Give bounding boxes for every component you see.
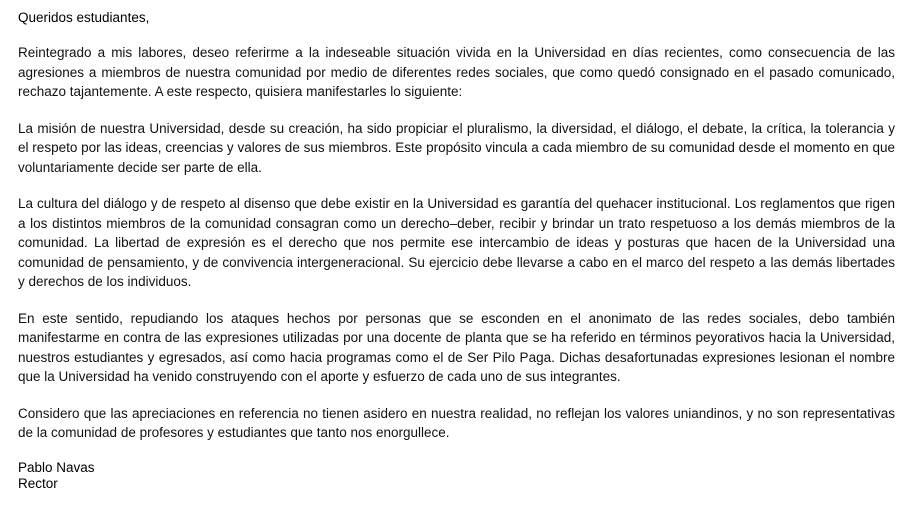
paragraph-1: Reintegrado a mis labores, deseo referirme a la indeseable situación vivida en la Universidad en días recientes, como consecuencia de las agresiones a miembros de nuestra comunidad por medio de diferentes redes sociales, que como quedó consignado en el pasado comunicado, rechazo tajantemente. A este respecto, quisiera manifestarles lo siguiente: <box>18 45 895 99</box>
paragraph-2: La misión de nuestra Universidad, desde su creación, ha sido propiciar el pluralismo, la diversidad, el diálogo, el debate, la crítica, la tolerancia y el respeto por las ideas, creencias y valores de sus miembros. Este propósito vincula a cada miembro de su comunidad desde el momento en que voluntariamente decide ser parte de ella. <box>18 120 895 175</box>
paragraph-5: Considero que las apreciaciones en referencia no tienen asidero en nuestra realidad, no reflejan los valores uniandinos, y no son representativas de la comunidad de profesores y estudiantes que tanto nos enorgullece. <box>18 405 895 440</box>
signature-block <box>18 460 895 492</box>
paragraph-3: La cultura del diálogo y de respeto al disenso que debe existir en la Universidad es garantía del quehacer institucional. Los reglamentos que rigen a los distintos miembros de la comunidad consagran como un derecho–deber, recibir y brindar un trato respetuoso a los demás miembros de la comunidad. La libertad de expresión es el derecho que nos permite ese intercambio de ideas y posturas que hacen de la Universidad una comunidad de pensamiento, y de convivencia intergeneracional. Su ejercicio debe llevarse a cabo en el marco del respeto a las demás libertades y derechos de los individuos. <box>18 196 895 289</box>
paragraph-4: En este sentido, repudiando los ataques hechos por personas que se esconden en el anonimato de las redes sociales, debo también manifestarme en contra de las expresiones utilizadas por una docente de planta que se ha referido en términos peyorativos hacia la Universidad, nuestros estudiantes y egresados, así como hacia programas como el de Ser Pilo Paga. Dichas desafortunadas expresiones lesionan el nombre que la Universidad ha venido construyendo con el aporte y esfuerzo de cada uno de sus integrantes. <box>18 310 895 384</box>
signature-title: Rector <box>18 475 58 491</box>
signature-name: Pablo Navas <box>18 459 95 475</box>
salutation: Queridos estudiantes, <box>18 10 150 25</box>
